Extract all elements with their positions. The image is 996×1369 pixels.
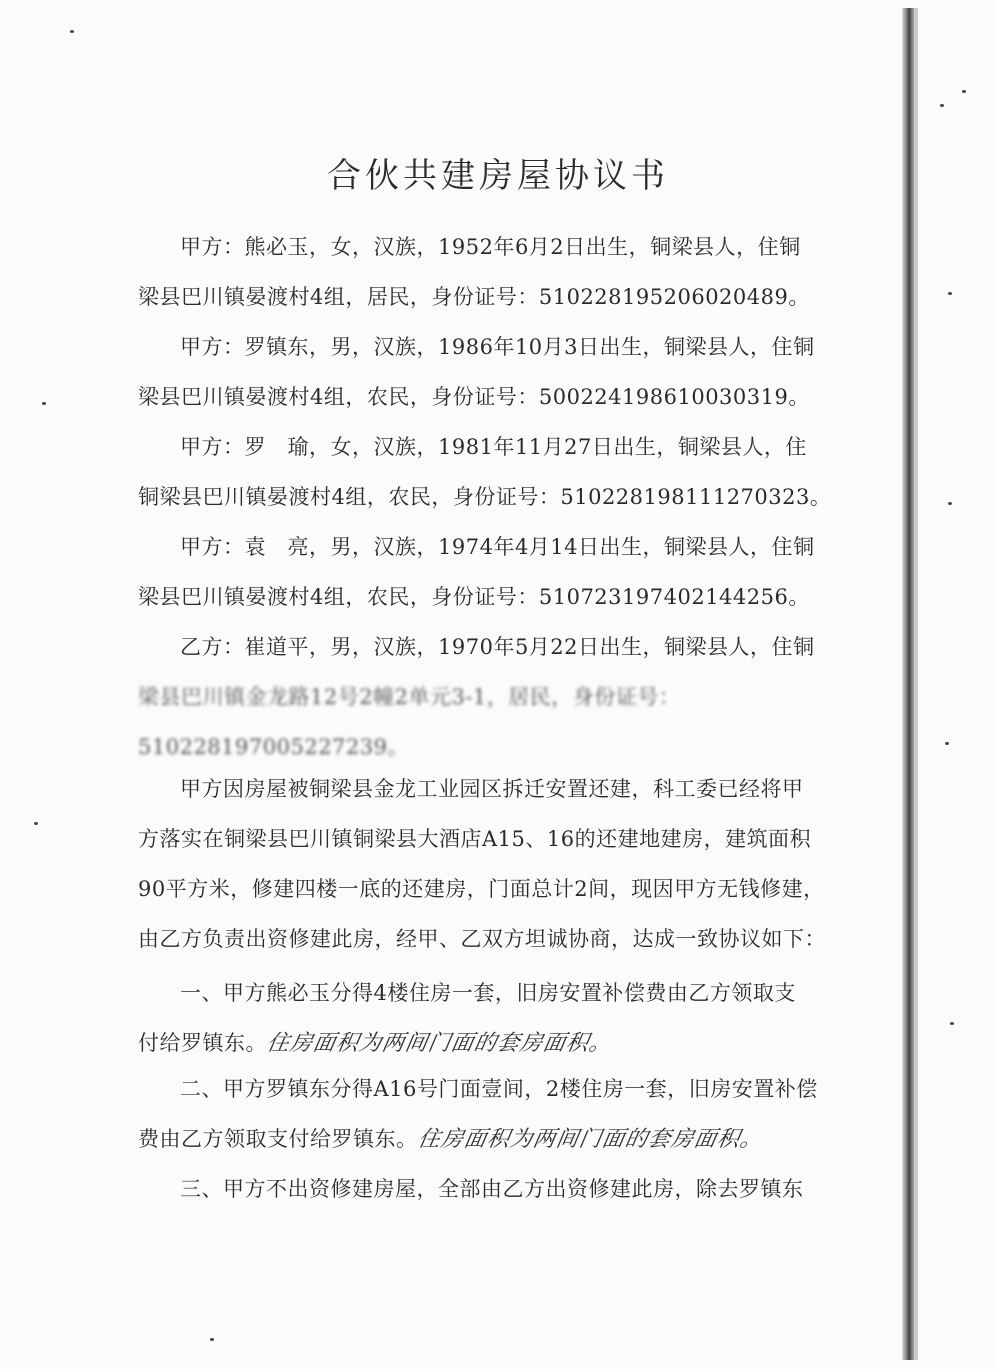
party-2-line-1: 甲方：罗镇东，男，汉族，1986年10月3日出生，铜梁县人，住铜 [180, 335, 815, 359]
clause-2-line-1: 二、甲方罗镇东分得A16号门面壹间，2楼住房一套，旧房安置补偿 [180, 1077, 818, 1101]
party-b-block [138, 622, 864, 772]
party-3-line-2: 铜梁县巴川镇晏渡村4组，农民，身份证号：510228198111270323。 [138, 485, 832, 509]
party-4-line-2: 梁县巴川镇晏渡村4组，农民，身份证号：510723197402144256。 [138, 585, 810, 609]
party-b-line-2-redacted: 梁县巴川镇金龙路12号2幢2单元3-1，居民，身份证号： [138, 685, 681, 709]
clause-1-line-1: 一、甲方熊必玉分得4楼住房一套，旧房安置补偿费由乙方领取支 [180, 981, 796, 1005]
party-1-line-1: 甲方：熊必玉，女，汉族，1952年6月2日出生，铜梁县人，住铜 [180, 235, 801, 259]
scan-speck [42, 402, 46, 405]
clause-1 [138, 968, 864, 1069]
party-b-line-3-redacted: 510228197005227239。 [138, 735, 409, 759]
body-line-2: 方落实在铜梁县巴川镇铜梁县大酒店A15、16的还建地建房，建筑面积 [138, 827, 812, 851]
clause-2 [138, 1064, 864, 1165]
scan-speck [945, 742, 949, 745]
party-1-block [138, 222, 864, 322]
scan-speck [948, 292, 952, 295]
scan-edge-shadow [902, 8, 914, 1360]
clause-2-typed-text: 费由乙方领取支付给罗镇东。 [138, 1127, 418, 1151]
document-title: 合伙共建房屋协议书 [327, 155, 669, 196]
clause-3-line-1: 三、甲方不出资修建房屋，全部由乙方出资修建此房，除去罗镇东 [180, 1177, 804, 1201]
scan-speck [940, 104, 944, 107]
clause-1-typed-text: 付给罗镇东。 [138, 1031, 267, 1055]
clause-2-line-2 [138, 1114, 864, 1165]
scan-speck [210, 1338, 214, 1341]
scan-speck [962, 90, 966, 93]
body-line-4: 由乙方负责出资修建此房，经甲、乙双方坦诚协商，达成一致协议如下： [138, 927, 826, 951]
party-3-block [138, 422, 864, 522]
clause-1-handwritten-note: 住房面积为两间门面的套房面积。 [264, 1031, 615, 1056]
party-4-line-1: 甲方：袁 亮，男，汉族，1974年4月14日出生，铜梁县人，住铜 [180, 535, 815, 559]
scan-speck [950, 1022, 954, 1025]
scan-speck [34, 822, 38, 825]
party-2-block [138, 322, 864, 422]
clause-1-line-2 [138, 1018, 864, 1069]
scan-edge-highlight [914, 8, 918, 1360]
party-3-line-1: 甲方：罗 瑜，女，汉族，1981年11月27日出生，铜梁县人，住 [180, 435, 807, 459]
party-1-line-2: 梁县巴川镇晏渡村4组，居民，身份证号：510228195206020489。 [138, 285, 810, 309]
body-paragraph [138, 764, 864, 964]
party-b-line-1: 乙方：崔道平，男，汉族，1970年5月22日出生，铜梁县人，住铜 [180, 635, 815, 659]
body-line-1: 甲方因房屋被铜梁县金龙工业园区拆迁安置还建，科工委已经将甲 [180, 777, 804, 801]
clause-3 [138, 1164, 864, 1214]
party-4-block [138, 522, 864, 622]
scan-speck [70, 30, 74, 33]
body-line-3: 90平方米，修建四楼一底的还建房，门面总计2间，现因甲方无钱修建， [138, 877, 825, 901]
clause-2-handwritten-note: 住房面积为两间门面的套房面积。 [415, 1127, 765, 1152]
scan-speck [948, 502, 952, 505]
party-2-line-2: 梁县巴川镇晏渡村4组，农民，身份证号：500224198610030319。 [138, 385, 810, 409]
